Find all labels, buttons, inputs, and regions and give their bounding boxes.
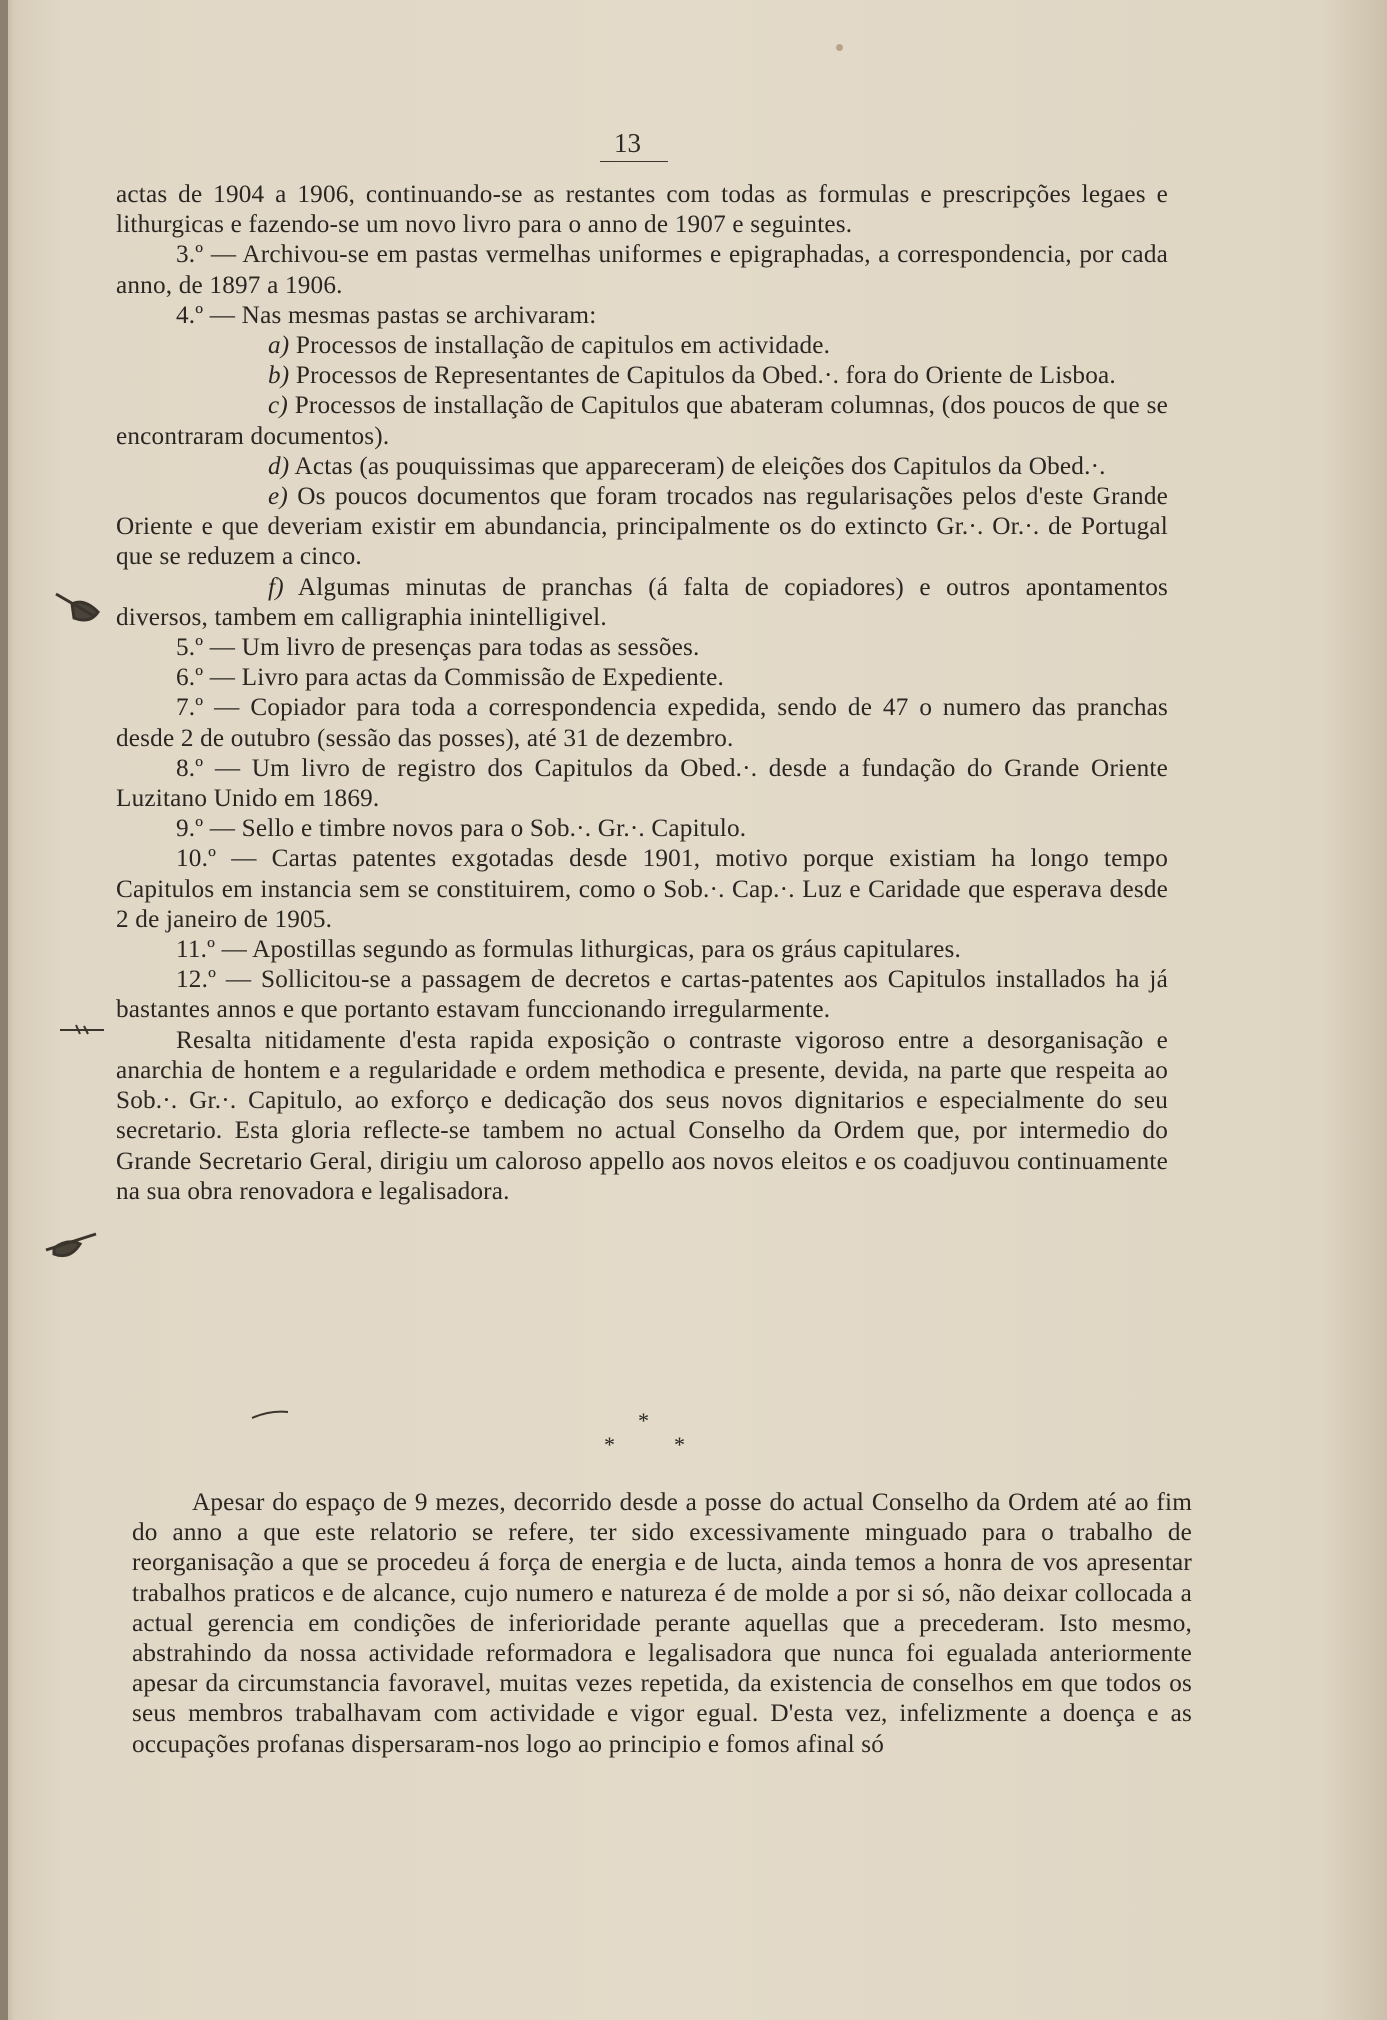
paragraph-item-10: 10.º — Cartas patentes exgotadas desde 1901, motivo porque existiam ha longo tempo Capitulos em instancia sem se constituirem, como o Sob.·. Cap.·. Luz e Caridade que esperava desde 2 de janeiro de 1905. (116, 845, 1168, 933)
paragraph-item-12: 12.º — Sollicitou-se a passagem de decretos e cartas-patentes aos Capitulos installados ha já bastantes annos e que portanto estavam funccionando irregularmente. (116, 966, 1168, 1024)
sub-item-letter: d) (268, 452, 290, 480)
sub-item-letter: f) (268, 573, 284, 601)
margin-pen-mark-icon (54, 590, 102, 630)
sub-item-letter: a) (268, 332, 290, 360)
page-number: 13 (614, 128, 641, 158)
paragraph-summary: Resalta nitidamente d'esta rapida exposição o contraste vigoroso entre a desorganisação e anarchia de hontem e a regularidade e ordem methodica e presente, devida, na parte que respeita ao Sob.·. Gr.·. Capitulo, ao exforço e dedicação dos seus novos dignitarios e especialmente do seu secretario. Esta gloria reflecte-se tambem no actual Conselho da Ordem que, por intermedio do Grande Secretario Geral, dirigiu um caloroso appello aos novos eleitos e os coadjuvou continuamente na sua obra renovadora e legalisadora. (116, 1026, 1168, 1205)
sub-item-letter: e) (268, 483, 288, 511)
section-asterism (590, 1408, 700, 1458)
sub-item-c (116, 391, 1168, 451)
sub-item-text: Processos de installação de capitulos em actividade. (295, 332, 831, 360)
sub-item-letter: c) (268, 392, 288, 420)
sub-item-letter: b) (268, 362, 290, 390)
sub-item-d (116, 452, 1168, 482)
sub-item-text: Processos de installação de Capitulos que abateram columnas, (dos poucos de que se encontraram documentos). (116, 392, 1168, 450)
sub-item-text: Algumas minutas de pranchas (á falta de copiadores) e outros apontamentos diversos, tambem em calligraphia inintelligivel. (116, 573, 1169, 631)
paragraph-item-9: 9.º — Sello e timbre novos para o Sob.·. Gr.·. Capitulo. (176, 815, 747, 843)
paragraph-apesar: Apesar do espaço de 9 mezes, decorrido desde a posse do actual Conselho da Ordem até ao fim do anno a que este relatorio se refere, ter sido excessivamente minguado para o trabalho de reorganisação a que se procedeu á força de energia e de lucta, ainda temos a honra de vos apresentar trabalhos praticos e de alcance, cujo numero e natureza é de molde a por si só, não deixar collocada a actual gerencia em condições de inferioridade perante aquellas que a precederam. Isto mesmo, abstrahindo da nossa actividade reformadora e legalisadora que nunca foi egualada anteriormente apesar da circumstancia favoravel, muitas vezes repetida, da existencia de conselhos em que todos os seus membros trabalhavam com actividade e vigor egual. D'esta vez, infelizmente a doença e as occupações profanas dispersaram-nos logo ao principio e fomos afinal só (132, 1489, 1192, 1758)
margin-dash-mark-icon (58, 1022, 106, 1038)
page-spine-edge (0, 0, 8, 2020)
paper-stain (836, 44, 843, 51)
margin-pen-mark-icon (40, 1220, 100, 1266)
sub-item-e (116, 482, 1168, 573)
paragraph-item-7: 7.º — Copiador para toda a correspondencia expedida, sendo de 47 o numero das pranchas desde 2 de outubro (sessão das posses), até 31 de dezembro. (116, 694, 1168, 752)
page-number-rule (600, 161, 668, 162)
sub-item-text: Processos de Representantes de Capitulos da Obed.·. fora do Oriente de Lisboa. (295, 362, 1116, 390)
paragraph-item-6: 6.º — Livro para actas da Commissão de Expediente. (176, 664, 724, 692)
sub-item-text: Os poucos documentos que foram trocados nas regularisações pelos d'este Grande Oriente e que deveriam existir em abundancia, principalmente os do extincto Gr.·. Or.·. de Portugal que se reduzem a cinco. (116, 483, 1169, 571)
sub-item-a (116, 331, 1168, 361)
sub-item-f (116, 573, 1168, 633)
paragraph-item-4: 4.º — Nas mesmas pastas se archivaram: (176, 301, 597, 329)
asterism-star: * (604, 1432, 615, 1457)
paragraph-item-8: 8.º — Um livro de registro dos Capitulos da Obed.·. desde a fundação do Grande Oriente Luzitano Unido em 1869. (116, 754, 1168, 813)
stray-stroke-icon (250, 1408, 290, 1420)
asterism-star: * (674, 1432, 685, 1457)
paragraph-item-5: 5.º — Um livro de presenças para todas as sessões. (176, 634, 700, 662)
body-text-lower (132, 1488, 1192, 1760)
paragraph-continuation: actas de 1904 a 1906, continuando-se as restantes com todas as formulas e prescripções legaes e lithurgicas e fazendo-se um novo livro para o anno de 1907 e seguintes. (116, 181, 1168, 239)
sub-item-b (116, 361, 1168, 391)
sub-item-text: Actas (as pouquissimas que appareceram) de eleições dos Capitulos da Obed.·. (294, 452, 1106, 480)
paragraph-item-11: 11.º — Apostillas segundo as formulas lithurgicas, para os gráus capitulares. (176, 936, 961, 964)
body-text-upper (116, 180, 1168, 1207)
paragraph-item-3: 3.º — Archivou-se em pastas vermelhas uniformes e epigraphadas, a correspondencia, por cada anno, de 1897 a 1906. (116, 241, 1168, 299)
asterism-star: * (638, 1408, 649, 1433)
